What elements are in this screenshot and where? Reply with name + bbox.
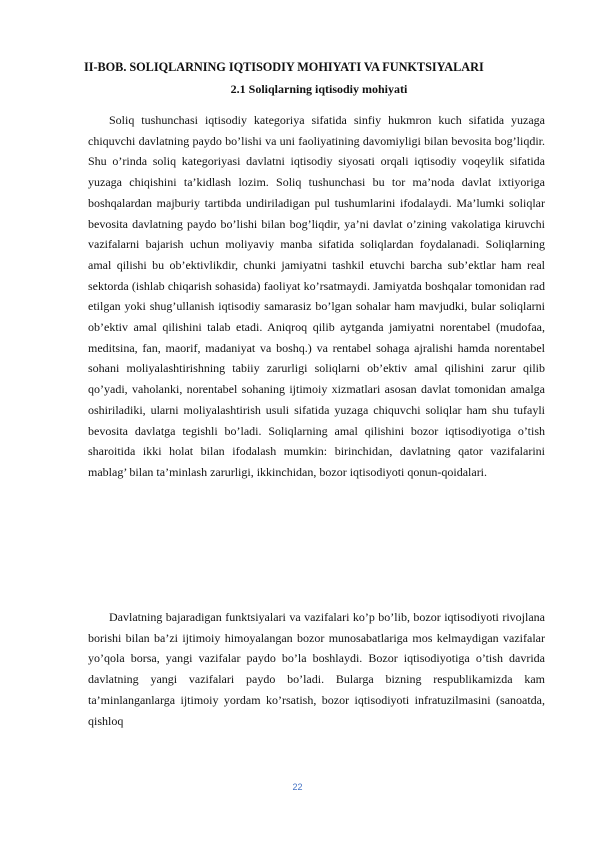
body-paragraph: Davlatning bajaradigan funktsiyalari va vazifalari ko’p bo’lib, bozor iqtisodiyoti rivojlana borishi bilan ba’zi ijtimoiy himoyalangan bozor munosabatlariga mos kelmaydigan vazifalar yo’qola borsa, yangi vazifalar paydo bo’la boshlaydi. Bozor iqtisodiyotiga o’tish davrida davlatning yangi vazifalari paydo bo’ladi. Bularga bizning respublikamizda kam ta’minlanganlarga ijtimoiy yordam ko’rsatish, bozor iqtisodiyoti infratuzilmasini (sanoatda, qishloq <box>88 610 545 728</box>
page-number: 22 <box>292 782 303 792</box>
chapter-title: II-BOB. SOLIQLARNING IQTISODIY MOHIYATI VA FUNKTSIYALARI <box>84 60 484 74</box>
body-paragraph: Soliq tushunchasi iqtisodiy kategoriya sifatida sinfiy hukmron kuch sifatida yuzaga chiquvchi davlatning paydo bo’lishi va uni faoliyatining davomiyligi bilan bevosita bog’liqdir. Shu o’rinda soliq kategoriyasi davlatni iqtisodiy siyosati orqali iqtisodiy voqeylik sifatida yuzaga chiqishini ta’kidlash lozim. Soliq tushunchasi bu tor ma’noda davlat ixtiyoriga boshqalardan majburiy tartibda undiriladigan pul tushumlarini ifodalaydi. Ma’lumki soliqlar bevosita davlatning paydo bo’lishi bilan bog’liqdir, ya’ni davlat o’zining vakolatiga kiruvchi vazifalarni bajarish uchun moliyaviy manba sifatida soliqlardan foydalanadi. Soliqlarning amal qilishi bu ob’ektivlikdir, chunki jamiyatni tashkil etuvchi barcha sub’ektlar ham real sektorda (ishlab chiqarish sohasida) faoliyat ko’rsatmaydi. Jamiyatda boshqalar tomonidan rad etilgan yoki shug’ullanish iqtisodiy samarasiz bo’lgan sohalar ham mavjudki, bular soliqlarni ob’ektiv amal qilishini talab etadi. Aniqroq qilib aytganda jamiyatni norentabel (mudofaa, meditsina, fan, maorif, madaniyat va boshq.) va rentabel sohaga ajralishi hamda norentabel sohani moliyalashtirishning tabiiy zarurligi soliqlarni ob’ektiv amal qilishini zarur qilib qo’yadi, vaholanki, norentabel sohaning ijtimoiy xizmatlari asosan davlat tomonidan amalga oshiriladiki, ularni moliyalashtirish usuli sifatida yuzaga chiquvchi soliqlar ham shu tufayli bevosita davlatga tegishli bo’ladi. Soliqlarning amal qilishini bozor iqtisodiyotiga o’tish sharoitida ikki holat bilan ifodalash mumkin: birinchidan, davlatning qator vazifalarini mablag’ bilan ta’minlash zarurligi, ikkinchidan, bozor iqtisodiyoti qonun-qoidalari. <box>88 113 545 479</box>
section-title: 2.1 Soliqlarning iqtisodiy mohiyati <box>230 82 408 96</box>
